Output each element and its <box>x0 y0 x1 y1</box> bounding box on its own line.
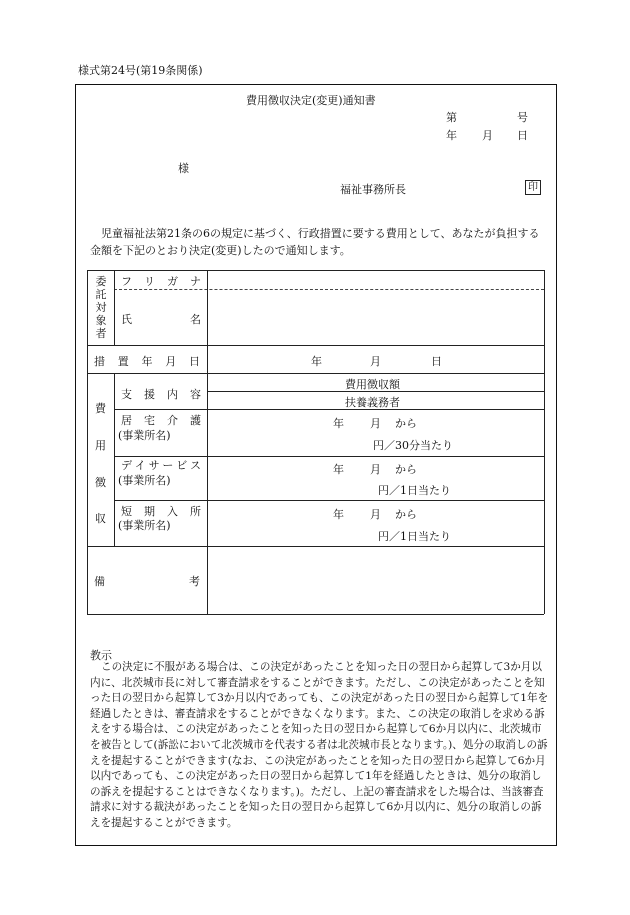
service-day-service-month: 月 <box>370 463 381 476</box>
fee-header-3: 徴 <box>95 476 106 489</box>
service-short-stay-from: から <box>395 508 417 521</box>
date-month: 月 <box>482 129 493 142</box>
service-short-stay-year: 年 <box>333 508 344 521</box>
measure-date-month: 月 <box>370 355 381 368</box>
notice-heading: 教示 <box>90 649 112 662</box>
measure-date-year: 年 <box>311 355 322 368</box>
service-short-stay-month: 月 <box>370 508 381 521</box>
fee-header-2: 用 <box>95 439 106 452</box>
addressee-suffix: 様 <box>178 162 189 175</box>
intro-text: 児童福祉法第21条の6の規定に基づく、行政措置に要する費用として、あなたが負担する金額を下記のとおり決定(変更)したので通知します。 <box>90 227 540 257</box>
service-short-stay-label: 短 期 入 所 <box>121 505 201 518</box>
subject-header: 委託対象者 <box>95 275 107 340</box>
service-home-care-label: 居 宅 介 護 <box>121 414 201 427</box>
doc-no-dai: 第 <box>446 111 457 124</box>
support-content-label: 支 援 内 容 <box>121 388 201 401</box>
furigana-label: フ リ ガ ナ <box>121 275 201 288</box>
fee-header-4: 収 <box>95 512 106 525</box>
obligor-header: 扶養義務者 <box>345 396 400 409</box>
seal-mark: 印 <box>525 180 541 195</box>
fee-amount-header: 費用徴収額 <box>345 378 400 391</box>
service-day-service-sub: (事業所名) <box>118 474 171 487</box>
service-day-service-rate: 円／1日当たり <box>378 484 451 497</box>
service-short-stay-sub: (事業所名) <box>118 519 171 532</box>
service-day-service-year: 年 <box>333 463 344 476</box>
date-year: 年 <box>446 129 457 142</box>
document-title: 費用徴収決定(変更)通知書 <box>246 94 376 107</box>
service-home-care-sub: (事業所名) <box>118 429 171 442</box>
notice-body: この決定に不服がある場合は、この決定があったことを知った日の翌日から起算して3か月以内に、北茨城市長に対して審査請求をすることができます。ただし、この決定があったことを知った日の翌日から起算して3か月以内であっても、この決定があった日の翌日から起算して1年を経過したときは、審査請求をすることができなくなります。また、この決定の取消しを求める訴えをする場合は、この決定があったことを知った日の翌日から起算して6か月以内に、北茨城市を被告として(訴訟において北茨城市を代表する者は北茨城市長となります。)、処分の取消しの訴えを提起することができます(なお、この決定があったことを知った日の翌日から起算して6か月以内であっても、この決定があった日の翌日から起算して1年を経過したときは、処分の取消しの訴えを提起することはできなくなります。)。ただし、上記の審査請求をした場合は、当該審査請求に対する裁決があったことを知った日の翌日から起算して6か月以内に、処分の取消しの訴えを提起することができます。 <box>90 661 549 829</box>
form-number: 様式第24号(第19条関係) <box>78 64 203 77</box>
service-home-care-month: 月 <box>370 417 381 430</box>
measure-date-day: 日 <box>431 355 442 368</box>
service-short-stay-rate: 円／1日当たり <box>378 530 451 543</box>
service-home-care-rate: 円／30分当たり <box>373 439 453 452</box>
date-day: 日 <box>517 129 528 142</box>
service-day-service-label: デ イ サ ー ビ ス <box>121 459 201 472</box>
name-label: 氏 名 <box>121 313 201 326</box>
remarks-label: 備 考 <box>94 575 200 588</box>
measure-date-label: 措 置 年 月 日 <box>94 355 200 368</box>
service-home-care-from: から <box>395 417 417 430</box>
service-day-service-from: から <box>395 463 417 476</box>
service-home-care-year: 年 <box>333 417 344 430</box>
fee-header-1: 費 <box>95 402 106 415</box>
sender: 福祉事務所長 <box>340 183 406 196</box>
doc-no-go: 号 <box>517 111 528 124</box>
